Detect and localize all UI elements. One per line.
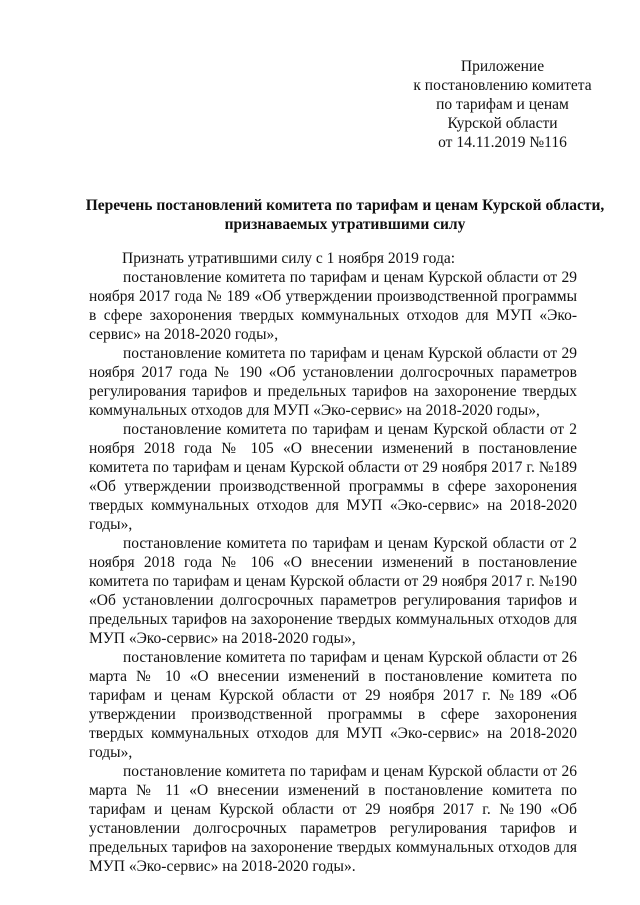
document-title: Перечень постановлений комитета по тарифам и ценам Курской области, признаваемых утратившими силу [85, 197, 605, 233]
appendix-line: по тарифам и ценам [436, 96, 569, 113]
appendix-header [395, 57, 610, 152]
document-body [89, 268, 577, 876]
list-item: постановление комитета по тарифам и ценам Курской области от 29 ноября 2017 года № 189 «Об утверждении производственной программы в сфере захоронения твердых коммунальных отходов для МУП «Эко-сервис» на 2018-2020 годы», [89, 269, 577, 343]
list-item: постановление комитета по тарифам и ценам Курской области от 29 ноября 2017 года № 190 «Об установлении долгосрочных параметров регулирования тарифов и предельных тарифов на захоронение твердых коммунальных отходов для МУП «Эко-сервис» на 2018-2020 годы», [89, 345, 577, 419]
list-item: постановление комитета по тарифам и ценам Курской области от 26 марта № 10 «О внесении изменений в постановление комитета по тарифам и ценам Курской области от 29 ноября 2017 г. №189 «Об утверждении производственной программы в сфере захоронения твердых коммунальных отходов для МУП «Эко-сервис» на 2018-2020 годы», [89, 649, 577, 761]
appendix-line: Приложение [460, 58, 545, 75]
list-item: постановление комитета по тарифам и ценам Курской области от 2 ноября 2018 года № 106 «О внесении изменений в постановление комитета по тарифам и ценам Курской области от 29 ноября 2017 г. №190 «Об установлении долгосрочных параметров регулирования тарифов и предельных тарифов на захоронение твердых коммунальных отходов для МУП «Эко-сервис» на 2018-2020 годы», [89, 535, 577, 647]
intro-text: Признать утратившими силу с 1 ноября 2019 года: [122, 250, 456, 267]
list-item: постановление комитета по тарифам и ценам Курской области от 2 ноября 2018 года № 105 «О внесении изменений в постановление комитета по тарифам и ценам Курской области от 29 ноября 2017 г. №189 «Об утверждении производственной программы в сфере захоронения твердых коммунальных отходов для МУП «Эко-сервис» на 2018-2020 годы», [89, 421, 577, 533]
list-item: постановление комитета по тарифам и ценам Курской области от 26 марта № 11 «О внесении изменений в постановление комитета по тарифам и ценам Курской области от 29 ноября 2017 г. №190 «Об установлении долгосрочных параметров регулирования тарифов и предельных тарифов на захоронение твердых коммунальных отходов для МУП «Эко-сервис» на 2018-2020 годы». [89, 763, 577, 875]
appendix-line: от 14.11.2019 №116 [438, 134, 567, 151]
appendix-line: к постановлению комитета [413, 77, 592, 94]
appendix-line: Курской области [447, 115, 558, 132]
